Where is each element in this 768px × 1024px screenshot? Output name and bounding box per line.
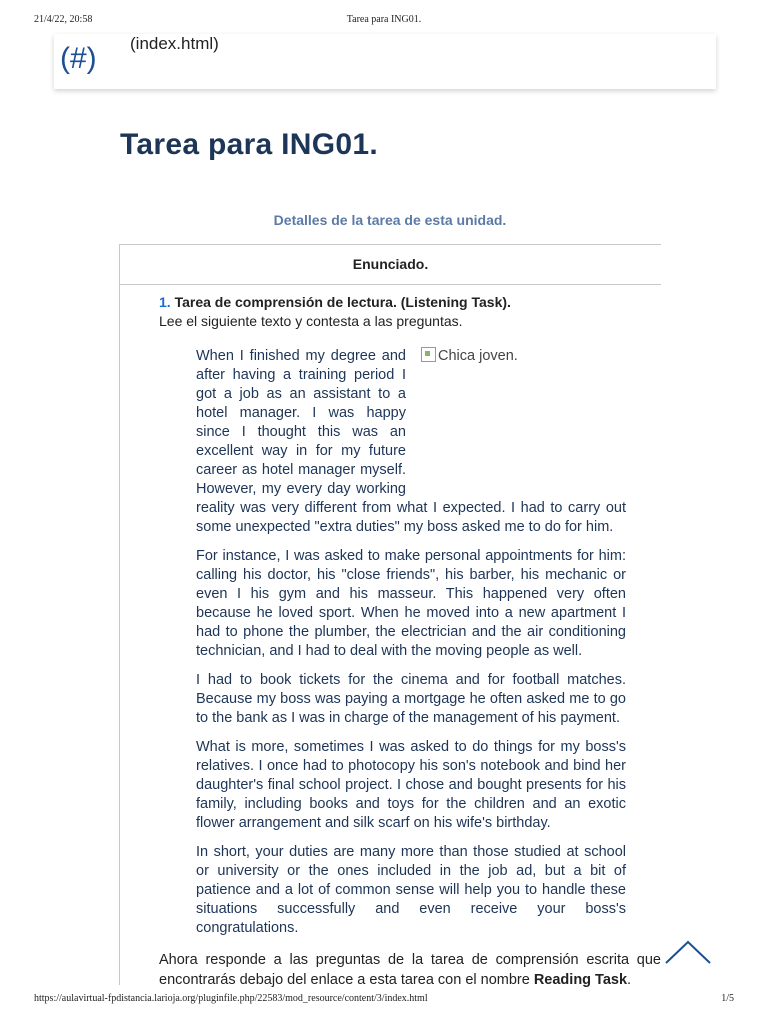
reading-paragraph: What is more, sometimes I was asked to do things for my boss's relatives. I once had to photocopy his son's notebook and bind her daughter's final school project. I chose and bought presents for his family, including books and toys for the children and an exotic flower arrangement and silk scarf on his wife's birthday. [196,739,626,831]
question-subtitle: Lee el siguiente texto y contesta a las preguntas. [159,313,463,329]
reading-text [196,347,626,948]
home-logo[interactable]: (#) [60,42,97,75]
answer-instructions [159,950,661,990]
reading-paragraph: In short, your duties are many more than those studied at school or university or the ones included in the job ad, but a bit of patience and a lot of common sense will help you to handle these situations successfully and even receive your boss's congratulations. [196,844,626,936]
index-link[interactable]: (index.html) [130,34,219,53]
print-title: Tarea para ING01. [346,14,422,25]
chevron-up-icon [664,938,712,966]
reading-task-link: Reading Task [533,972,628,988]
image-alt-text: Chica joven. [438,348,518,364]
top-bar [54,34,716,89]
answer-text: Ahora responde a las preguntas de la tarea de comprensión escrita que encontrarás debajo del enlace a esta tarea con el nombre [159,952,661,988]
broken-image-icon [421,347,436,362]
question-title-text: Tarea de comprensión de lectura. (Listening Task). [174,294,511,310]
print-url: https://aulavirtual-fpdistancia.larioja.org/pluginfile.php/22583/mod_resource/content/3/index.html [34,993,428,1004]
reading-paragraph: I had to book tickets for the cinema and for football matches. Because my boss was paying a mortgage he often asked me to go to the bank as I was in charge of the management of his payment. [196,672,626,726]
print-page-number: 1/5 [721,993,734,1004]
reading-paragraph: For instance, I was asked to make personal appointments for him: calling his doctor, his "close friends", his barber, his mechanic or even I his gym and his masseur. This happened very often because he loved sport. When he moved into a new apartment I had to phone the plumber, the electrician and the air conditioning technician, and I had to deal with the moving people as well. [196,548,626,659]
task-details-heading: Detalles de la tarea de esta unidad. [273,212,507,228]
reading-paragraph: When I finished my degree and after having a training period I got a job as an assistant to a hotel manager. I was happy since I thought this was an excellent way in for my future career as hotel manager myself. However, my every day working reality was very different from what I expected. I had to carry out some unexpected "extra duties" my boss asked me to do for him. [196,348,626,535]
answer-end: . [627,972,632,988]
page-title: Tarea para ING01. [120,128,379,161]
back-to-top-button[interactable] [664,938,712,966]
table-header: Enunciado. [120,245,661,285]
question-number: 1. [159,294,171,310]
broken-image [421,347,626,479]
question-title [159,294,511,310]
print-date: 21/4/22, 20:58 [34,14,93,25]
